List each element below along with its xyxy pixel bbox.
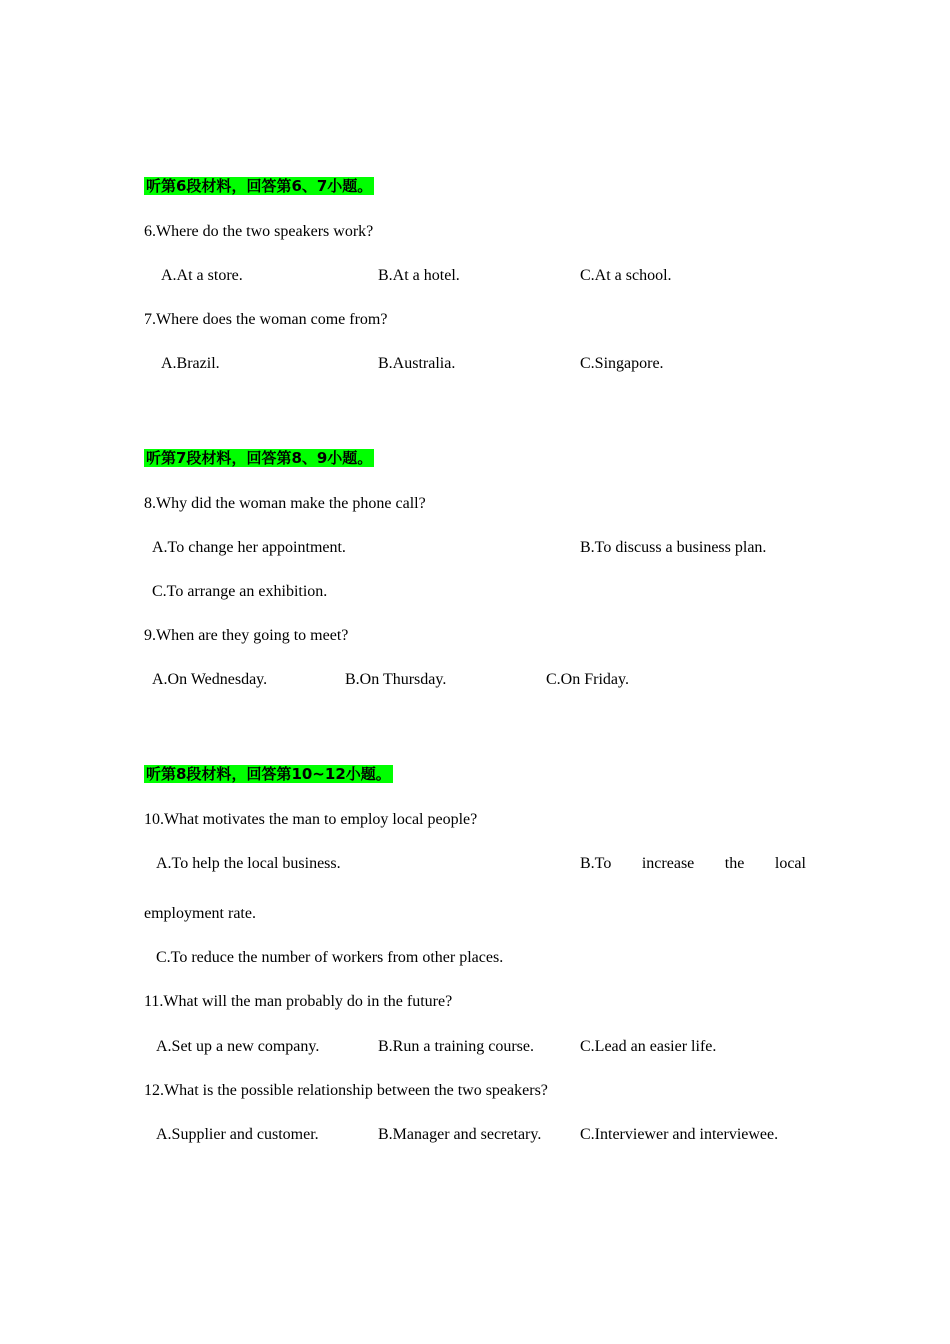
option-c: C.Singapore. [580, 355, 664, 372]
option-b: B.On Thursday. [345, 671, 447, 688]
option-c: C.At a school. [580, 267, 672, 284]
option-b: B.Manager and secretary. [378, 1126, 542, 1143]
option-a: A.To change her appointment. [152, 539, 346, 556]
question-stem: 10.What motivates the man to employ local people? [144, 811, 478, 828]
option-b: B.To discuss a business plan. [580, 539, 767, 556]
option-a: A.At a store. [161, 267, 243, 284]
question-stem: 7.Where does the woman come from? [144, 311, 388, 328]
option-b-word: B.To [580, 855, 612, 872]
question-stem: 8.Why did the woman make the phone call? [144, 495, 426, 512]
section-heading: 听第8段材料，回答第10~12小题。 [146, 765, 391, 783]
option-a: A.Supplier and customer. [156, 1126, 319, 1143]
option-a: A.On Wednesday. [152, 671, 268, 688]
option-c: C.To reduce the number of workers from other places. [156, 949, 504, 966]
option-b: B.Run a training course. [378, 1038, 534, 1055]
section-heading: 听第6段材料，回答第6、7小题。 [146, 177, 373, 195]
option-c: C.Lead an easier life. [580, 1038, 717, 1055]
question-stem: 6.Where do the two speakers work? [144, 223, 374, 240]
option-a: A.To help the local business. [156, 855, 341, 872]
option-b: B.Australia. [378, 355, 456, 372]
option-c: C.Interviewer and interviewee. [580, 1126, 779, 1143]
option-b-continuation: employment rate. [144, 905, 256, 922]
question-stem: 9.When are they going to meet? [144, 627, 349, 644]
option-c: C.To arrange an exhibition. [152, 583, 328, 600]
option-b-word: increase [641, 855, 695, 872]
question-stem: 11.What will the man probably do in the future? [144, 993, 453, 1010]
option-b: B.At a hotel. [378, 267, 460, 284]
option-b-word: the [724, 855, 745, 872]
question-stem: 12.What is the possible relationship between the two speakers? [144, 1082, 548, 1099]
option-b [580, 854, 806, 874]
option-b-word: local [774, 855, 806, 872]
option-a: A.Set up a new company. [156, 1038, 320, 1055]
option-a: A.Brazil. [161, 355, 220, 372]
option-c: C.On Friday. [546, 671, 629, 688]
section-heading: 听第7段材料，回答第8、9小题。 [146, 449, 373, 467]
